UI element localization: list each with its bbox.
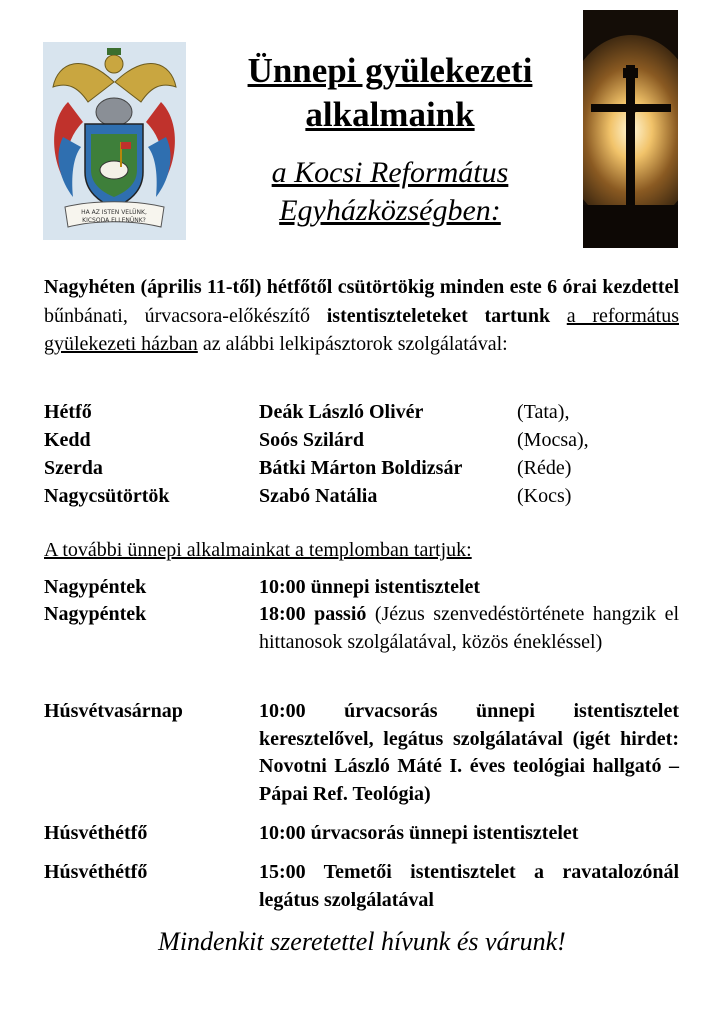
event-time-title: 10:00 úrvacsorás ünnepi istentisztelet keresztelővel, legátus szolgálatával (igét hirdet: Novotni László Máté I. éves teológiai hallgató – Pápai Ref. Teológia) bbox=[259, 700, 679, 805]
event-time-title: 18:00 passió bbox=[259, 603, 367, 625]
pastor-place: (Mocsa), bbox=[517, 429, 589, 451]
event-day: Nagypéntek bbox=[44, 603, 147, 625]
subtitle-line1: a Kocsi Református bbox=[271, 156, 509, 189]
pastor-place: (Réde) bbox=[517, 457, 572, 479]
crest-motto-line2: KICSODA ELLENÜNK? bbox=[82, 217, 146, 224]
pastor-name: Deák László Olivér bbox=[259, 401, 424, 423]
pastor-place: (Tata), bbox=[517, 401, 570, 423]
page-title-line2: alkalmaink bbox=[305, 95, 475, 134]
event-day: Húsvétvasárnap bbox=[44, 700, 183, 722]
crest-motto-line1: HA AZ ISTEN VELÜNK, bbox=[81, 209, 147, 216]
pastor-day: Hétfő bbox=[44, 401, 92, 423]
church-events-heading: A további ünnepi alkalmainkat a templomban tartjuk: bbox=[44, 539, 472, 561]
event-description bbox=[259, 859, 679, 914]
intro-space bbox=[550, 305, 567, 327]
crucifix-photo bbox=[583, 10, 678, 248]
pastor-name: Soós Szilárd bbox=[259, 429, 365, 451]
closing-invitation: Mindenkit szeretettel hívunk és várunk! bbox=[158, 927, 566, 956]
event-description bbox=[259, 601, 679, 656]
event-time-title: 15:00 Temetői istentisztelet a ravatalozónál legátus szolgálatával bbox=[259, 861, 679, 911]
event-description bbox=[259, 574, 679, 602]
intro-paragraph bbox=[44, 273, 679, 359]
intro-bold-start: Nagyhéten (április 11-től) hétfőtől csütörtökig minden este 6 órai kezdettel bbox=[44, 276, 679, 298]
event-description bbox=[259, 698, 679, 808]
pastor-name: Bátki Márton Boldizsár bbox=[259, 457, 463, 479]
page-title-line1: Ünnepi gyülekezeti bbox=[247, 51, 533, 90]
intro-text-1: bűnbánati, úrvacsora-előkészítő bbox=[44, 304, 327, 327]
event-day: Húsvéthétfő bbox=[44, 861, 148, 883]
pastor-day: Szerda bbox=[44, 457, 103, 479]
intro-bold-services: istentiszteleteket tartunk bbox=[326, 304, 551, 327]
intro-location: a református gyülekezeti házban bbox=[44, 304, 679, 356]
pastor-day: Kedd bbox=[44, 429, 91, 451]
event-details: (Jézus szenvedéstörténete hangzik el hittanosok szolgálatával, közös énekléssel) bbox=[259, 603, 679, 653]
pastor-name: Szabó Natália bbox=[259, 485, 378, 507]
event-day: Húsvéthétfő bbox=[44, 822, 148, 844]
event-day: Nagypéntek bbox=[44, 576, 147, 598]
pastor-place: (Kocs) bbox=[517, 485, 572, 507]
intro-text-2: az alábbi lelkipásztorok szolgálatával: bbox=[197, 333, 508, 356]
event-time-title: 10:00 ünnepi istentisztelet bbox=[259, 576, 481, 598]
event-description bbox=[259, 820, 679, 848]
reformed-church-crest-image bbox=[43, 42, 186, 240]
event-time-title: 10:00 úrvacsorás ünnepi istentisztelet bbox=[259, 822, 579, 844]
pastor-day: Nagycsütörtök bbox=[44, 485, 170, 507]
subtitle-line2: Egyházközségben: bbox=[279, 194, 501, 227]
